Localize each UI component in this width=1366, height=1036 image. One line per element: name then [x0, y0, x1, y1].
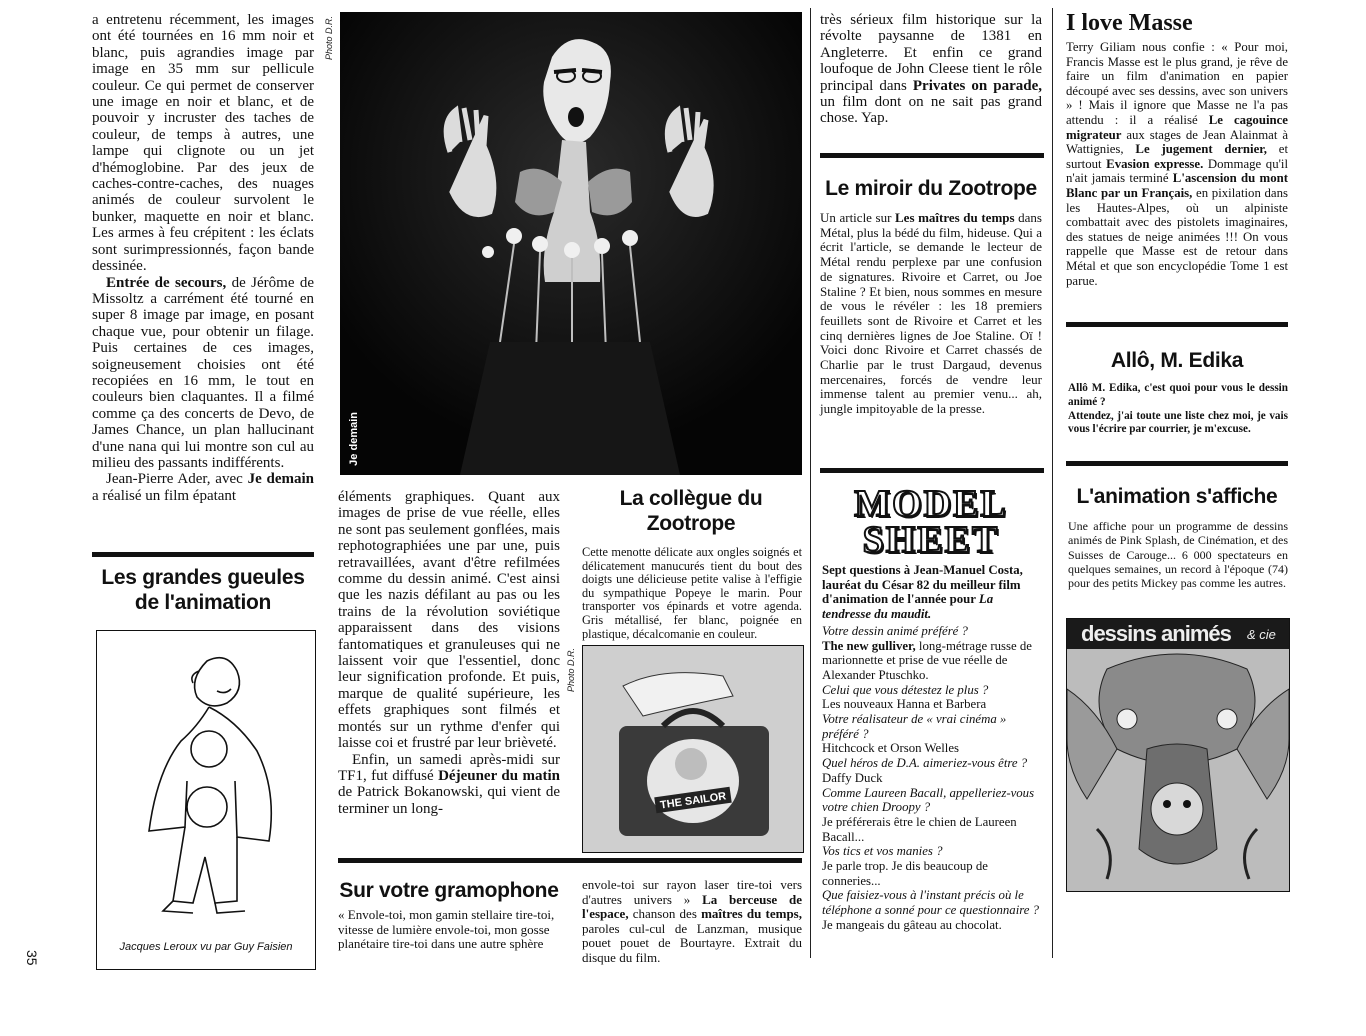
- qa-answer: Je parle trop. Je dis beaucoup de conneries...: [822, 859, 988, 888]
- miroir-text: Un article sur Les maîtres du temps dans Métal, plus la bédé du film, hideuse. Qui a écrit l'article, se demande le lecteur de Métal rendu perplexe par une confusion de signatures. Rivoire et Carret, ou Joe Staline ? Et bien, nous sommes en mesure de vous le révéler : les 18 premiers feuillets sont de Rivoire et Carret et les cinq dernières lignes de Joe Staline. Oï ! Voici donc Rivoire et Carret chassés de Charlie par le trust Dargaud, devenus mercenaires, forcés de vendre leur immense talent au premier venu... ah, jungle impitoyable de la presse.: [820, 210, 1042, 417]
- qa-question: Vos tics et vos manies ?: [822, 844, 943, 859]
- caricature-box: [96, 630, 316, 970]
- poster-banner: [1067, 619, 1289, 649]
- heading-love-masse: I love Masse: [1066, 10, 1193, 36]
- heading-collegue: La collègue du Zootrope: [619, 487, 763, 535]
- popeye-lunchbox-image: [583, 646, 803, 852]
- qa-answer: Daffy Duck: [822, 770, 883, 785]
- divider: [1066, 322, 1288, 327]
- col2-paragraph-1: éléments graphiques. Quant aux images de prise de vue réelle, elles ne sont pas seulement gonflées, mais rephotographiées une par une, puis retravaillées, avant d'être refilmées comme du dessin animé. C'est ainsi que les nazis défilant au pas ou les trains de la révolution soviétique apparaissent dans des visions fantomatiques et granuleuses qui ne laissent voir que l'essentiel, donc leur signification profonde. Et puis, marque de qualité supérieure, les effets graphiques sont filmés et montés sur un rythme d'enfer qui laisse coi et frustré par leur brièveté.: [338, 489, 560, 752]
- col1-paragraph-3: Jean-Pierre Ader, avec Je demain a réalisé un film épatant: [92, 471, 314, 504]
- model-sheet-title: MODEL SHEET: [854, 483, 1008, 561]
- column-separator: [810, 8, 811, 958]
- poster-image: [1066, 618, 1290, 892]
- collegue-text: Cette menotte délicate aux ongles soignés et délicatement manucurés tient du bout des doigts une délicieuse petite valise à l'effigie du sympathique Popeye le marin. Pour transporter vos épinards et votre agenda. Gris métallisé, fer blanc, poignée en plastique, décalcomanie en couleur.: [582, 545, 802, 641]
- heading-grandes-gueules: Les grandes gueules de l'animation: [101, 566, 305, 614]
- qa-question: Quel héros de D.A. aimeriez-vous être ?: [822, 756, 1028, 771]
- column-separator: [1052, 8, 1053, 958]
- model-sheet-interview: [822, 563, 1042, 933]
- gramophone-right-text: envole-toi sur rayon laser tire-toi vers d'autres univers » La berceuse de l'espace, chanson des maîtres du temps, paroles cul-cul de Lanzman, musique pouet pouet de Bourtayre. Extrait du disque du film.: [582, 877, 802, 965]
- gramophone-left-text: « Envole-toi, mon gamin stellaire tire-toi, vitesse de lumière envole-toi, mon gosse planétaire tire-toi dans une autre sphère: [338, 907, 555, 952]
- divider: [92, 552, 314, 557]
- heading-edika: Allô, M. Edika: [1110, 349, 1244, 372]
- qa-answer: Hitchcock et Orson Welles: [822, 741, 959, 756]
- heading-gramophone: Sur votre gramophone: [339, 879, 559, 902]
- divider: [820, 153, 1044, 158]
- photo-popeye-case: [582, 645, 804, 853]
- heading-miroir: Le miroir du Zootrope: [825, 177, 1037, 200]
- qa-answer: Je mangeais du gâteau au chocolat.: [822, 917, 1002, 932]
- qa-answer: The new gulliver, long-métrage russe de marionnette et prise de vue réelle de Alexander Ptuschko.: [822, 638, 1032, 682]
- divider: [338, 858, 802, 863]
- affiche-text: Une affiche pour un programme de dessins animés de Pink Splash, de Cinémation, et des Suisses de Carouge... 6 000 spectateurs en quelques semaines, un record à l'époque (74) pour des petits Mickey pas comme les autres.: [1068, 519, 1288, 591]
- photo-credit: Photo D.R.: [566, 648, 576, 693]
- qa-answer: Les nouveaux Hanna et Barbera: [822, 697, 987, 712]
- model-sheet-intro: Sept questions à Jean-Manuel Costa, lauréat du César 82 du meilleur film d'animation de l'année pour La tendresse du maudit.: [822, 563, 1023, 622]
- col1-paragraph-2: Entrée de secours, de Jérôme de Missoltz a carrément été tourné en super 8 image par image, en posant chaque vue, pour obtenir un filage. Puis certaines de ces images, soigneusement choisies ont été recopiées en 16 mm, le tout en couleurs bien claquantes. Il a filmé comme ça des concerts de Devo, de James Chance, un plan hallucinant d'une nana qui lui montre son cul au milieu des passants indifférents.: [92, 274, 314, 471]
- article-col1: [92, 12, 314, 504]
- qa-question: Celui que vous détestez le plus ?: [822, 682, 989, 697]
- case-label: THE SAILOR: [659, 790, 727, 812]
- qa-question: Votre dessin animé préféré ?: [822, 623, 968, 638]
- col1-paragraph-1: a entretenu récemment, les images ont été tournées en 16 mm noir et blanc, puis agrandies image par image en 35 mm sur pellicule couleur. Ce qui permet de conserver une image en noir et blanc, et de pouvoir y incruster des taches de couleur, de temps à autres, une lampe qui clignote ou un jet d'hémoglobine. Par des jeux de caches-contre-caches, des nuages animés de couleur survolent le bunker, maquette en noir et blanc. Les armes à feu crépitent : les éclats sont surimpressionnés, façon bande dessinée.: [92, 12, 314, 275]
- poster-suffix: & cie: [1247, 627, 1276, 642]
- qa-question: Comme Laureen Bacall, appelleriez-vous votre chien Droopy ?: [822, 785, 1035, 815]
- photo-caption: Je demain: [348, 412, 360, 466]
- col3-top-text: très sérieux film historique sur la révolte paysanne de 1381 en Angleterre. Et enfin ce grand loufoque de John Cleese tient le rôle principal dans Privates on parade, un film dont on ne sait pas grand chose. Yap.: [820, 12, 1042, 127]
- qa-question: Votre réalisateur de « vrai cinéma » préféré ?: [822, 712, 1007, 741]
- col2-paragraph-2: Enfin, un samedi après-midi sur TF1, fut diffusé Déjeuner du matin de Patrick Bokanowski, qui vient de terminer un long-: [338, 751, 560, 817]
- poster-illustration: [1067, 649, 1289, 891]
- caricature-caption: Jacques Leroux vu par Guy Faisien: [119, 941, 293, 953]
- qa-question: Que faisiez-vous à l'instant précis où le téléphone a sonné pour ce questionnaire ?: [822, 888, 1040, 918]
- photo-je-demain: [340, 12, 802, 475]
- photo-credit: Photo D.R.: [324, 16, 334, 61]
- heading-affiche: L'animation s'affiche: [1076, 485, 1278, 508]
- love-masse-text: Terry Giliam nous confie : « Pour moi, Francis Masse est le plus grand, je rêve de faire un film d'animation en papier découpé avec ses dessins, avec son univers » ! Mais il ignore que Masse ne l'a pas attendu : il a réalisé Le cagouince migrateur aux stages de Jean Alainmat à Wattignies, Le jugement dernier, et surtout Evasion expresse. Dommage qu'il n'ait jamais terminé L'ascension du mont Blanc par un Français, en pixilation dans les Hautes-Alpes, où un alpiniste combattait avec des pistolets imaginaires, des statues de neige animées !!! On vous rappelle que Masse est de retour dans Métal et que son encyclopédie Tome 1 est parue.: [1066, 40, 1289, 288]
- edika-text: Allô M. Edika, c'est quoi pour vous le dessin animé ? Attendez, j'ai toute une liste chez moi, je vais vous l'écrire par courrier, je m'excuse.: [1068, 382, 1288, 436]
- divider: [820, 468, 1044, 473]
- clown-caricature-drawing: [97, 631, 315, 931]
- page-number: 35: [24, 950, 40, 966]
- article-col2: [338, 489, 560, 817]
- poster-title: dessins animés: [1081, 621, 1231, 646]
- qa-answer: Je préférerais être le chien de Laureen Bacall...: [822, 814, 1017, 844]
- figure-at-microphones-image: [340, 12, 802, 475]
- divider: [1066, 461, 1288, 466]
